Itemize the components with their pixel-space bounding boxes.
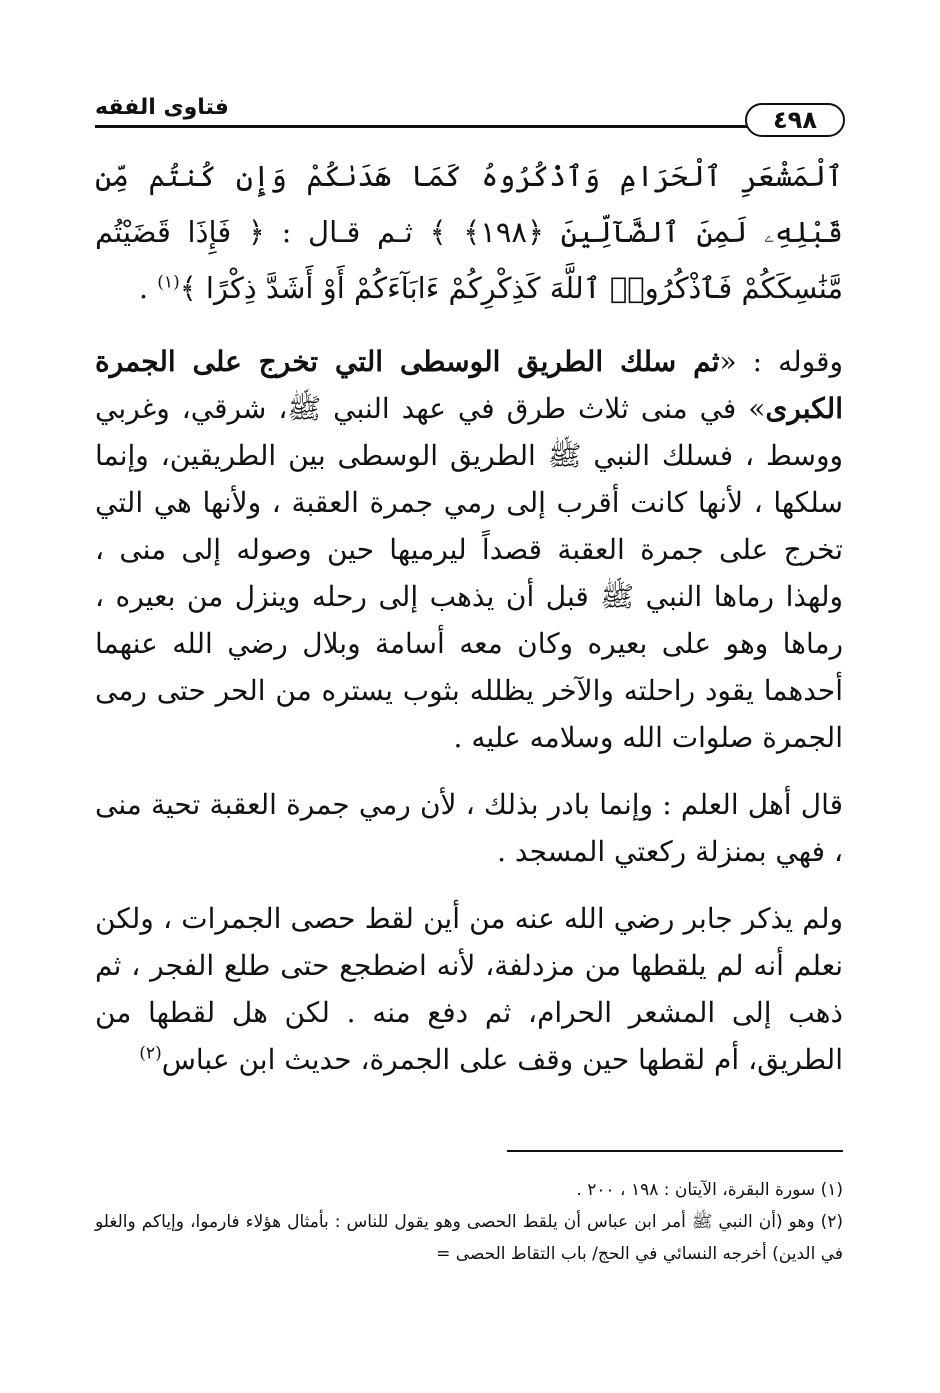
paragraph-3 [95,895,843,1083]
footnote-1: (١) سورة البقرة، الآيتان : ١٩٨ ، ٢٠٠ . [576,1180,843,1200]
footnote-rule [507,1150,843,1152]
paragraph-1 [95,338,843,761]
verse-footnote-ref: (١) [157,272,180,293]
paragraph-1-bold-quote: ثم سلك الطريق الوسطى التي تخرج على الجمرة الكبرى [95,345,843,425]
quran-verse [95,148,843,316]
page-body [95,148,843,1103]
header-rule [95,125,755,128]
verse-text: ٱلْمَشْعَرِ ٱلْحَرَامِ وَٱذْكُرُوهُ كَمَا هَدَىٰكُمْ وَإِن كُنتُم مِّن قَبْلِهِۦ لَمِنَ ٱلضَّآلِّينَ ﴿١٩٨﴾ ﴾ ثـم قـال : ﴿ فَإِذَا قَضَيْتُم مَّنَٰسِكَكُمْ فَٱذْكُرُوا۟ ٱللَّهَ كَذِكْرِكُمْ ءَابَآءَكُمْ أَوْ أَشَدَّ ذِكْرًا ﴾ [95,159,843,305]
footnotes [95,1150,843,1270]
footnote-2: (٢) وهو (أن النبي ﷺ أمر ابن عباس أن يلقط الحصى وهو يقول للناس : بأمثال هؤلاء فارموا، وإياكم والغلو في الدين) أخرجه النسائي في الحج/ باب التقاط الحصى = [95,1212,843,1264]
paragraph-1-body: » في منى ثلاث طرق في عهد النبي ﷺ، شرقي، وغربي ووسط ، فسلك النبي ﷺ الطريق الوسطى بين الطريقين، وإنما سلكها ، لأنها كانت أقرب إلى رمي جمرة العقبة ، ولأنها هي التي تخرج على جمرة العقبة قصداً ليرميها حين وصوله إلى منى ، ولهذا رماها النبي ﷺ قبل أن يذهب إلى رحله وينزل من بعيره ، رماها وهو على بعيره وكان معه أسامة وبلال رضي الله عنهما أحدهما يقود راحلته والآخر يظلله بثوب يستره من الحر حتى رمى الجمرة صلوات الله وسلامه عليه . [95,392,843,754]
page-number: ٤٩٨ [745,103,845,137]
verse-end: . [138,271,158,305]
paragraph-2: قال أهل العلم : وإنما بادر بذلك ، لأن رمي جمرة العقبة تحية منى ، فهي بمنزلة ركعتي المسجد . [95,788,843,868]
paragraph-3-footnote-ref: (٢) [139,1043,162,1064]
paragraph-1-lead: وقوله : « [719,345,844,378]
page-header [95,95,845,155]
paragraph-3-body: ولم يذكر جابر رضي الله عنه من أين لقط حصى الجمرات ، ولكن نعلم أنه لم يلقطها من مزدلفة، لأنه اضطجع حتى طلع الفجر ، ثم ذهب إلى المشعر الحرام، ثم دفع منه . لكن هل لقطها من الطريق، أم لقطها حين وقف على الجمرة، حديث ابن عباس [95,902,843,1076]
running-title: فتاوى الفقه [95,95,229,120]
